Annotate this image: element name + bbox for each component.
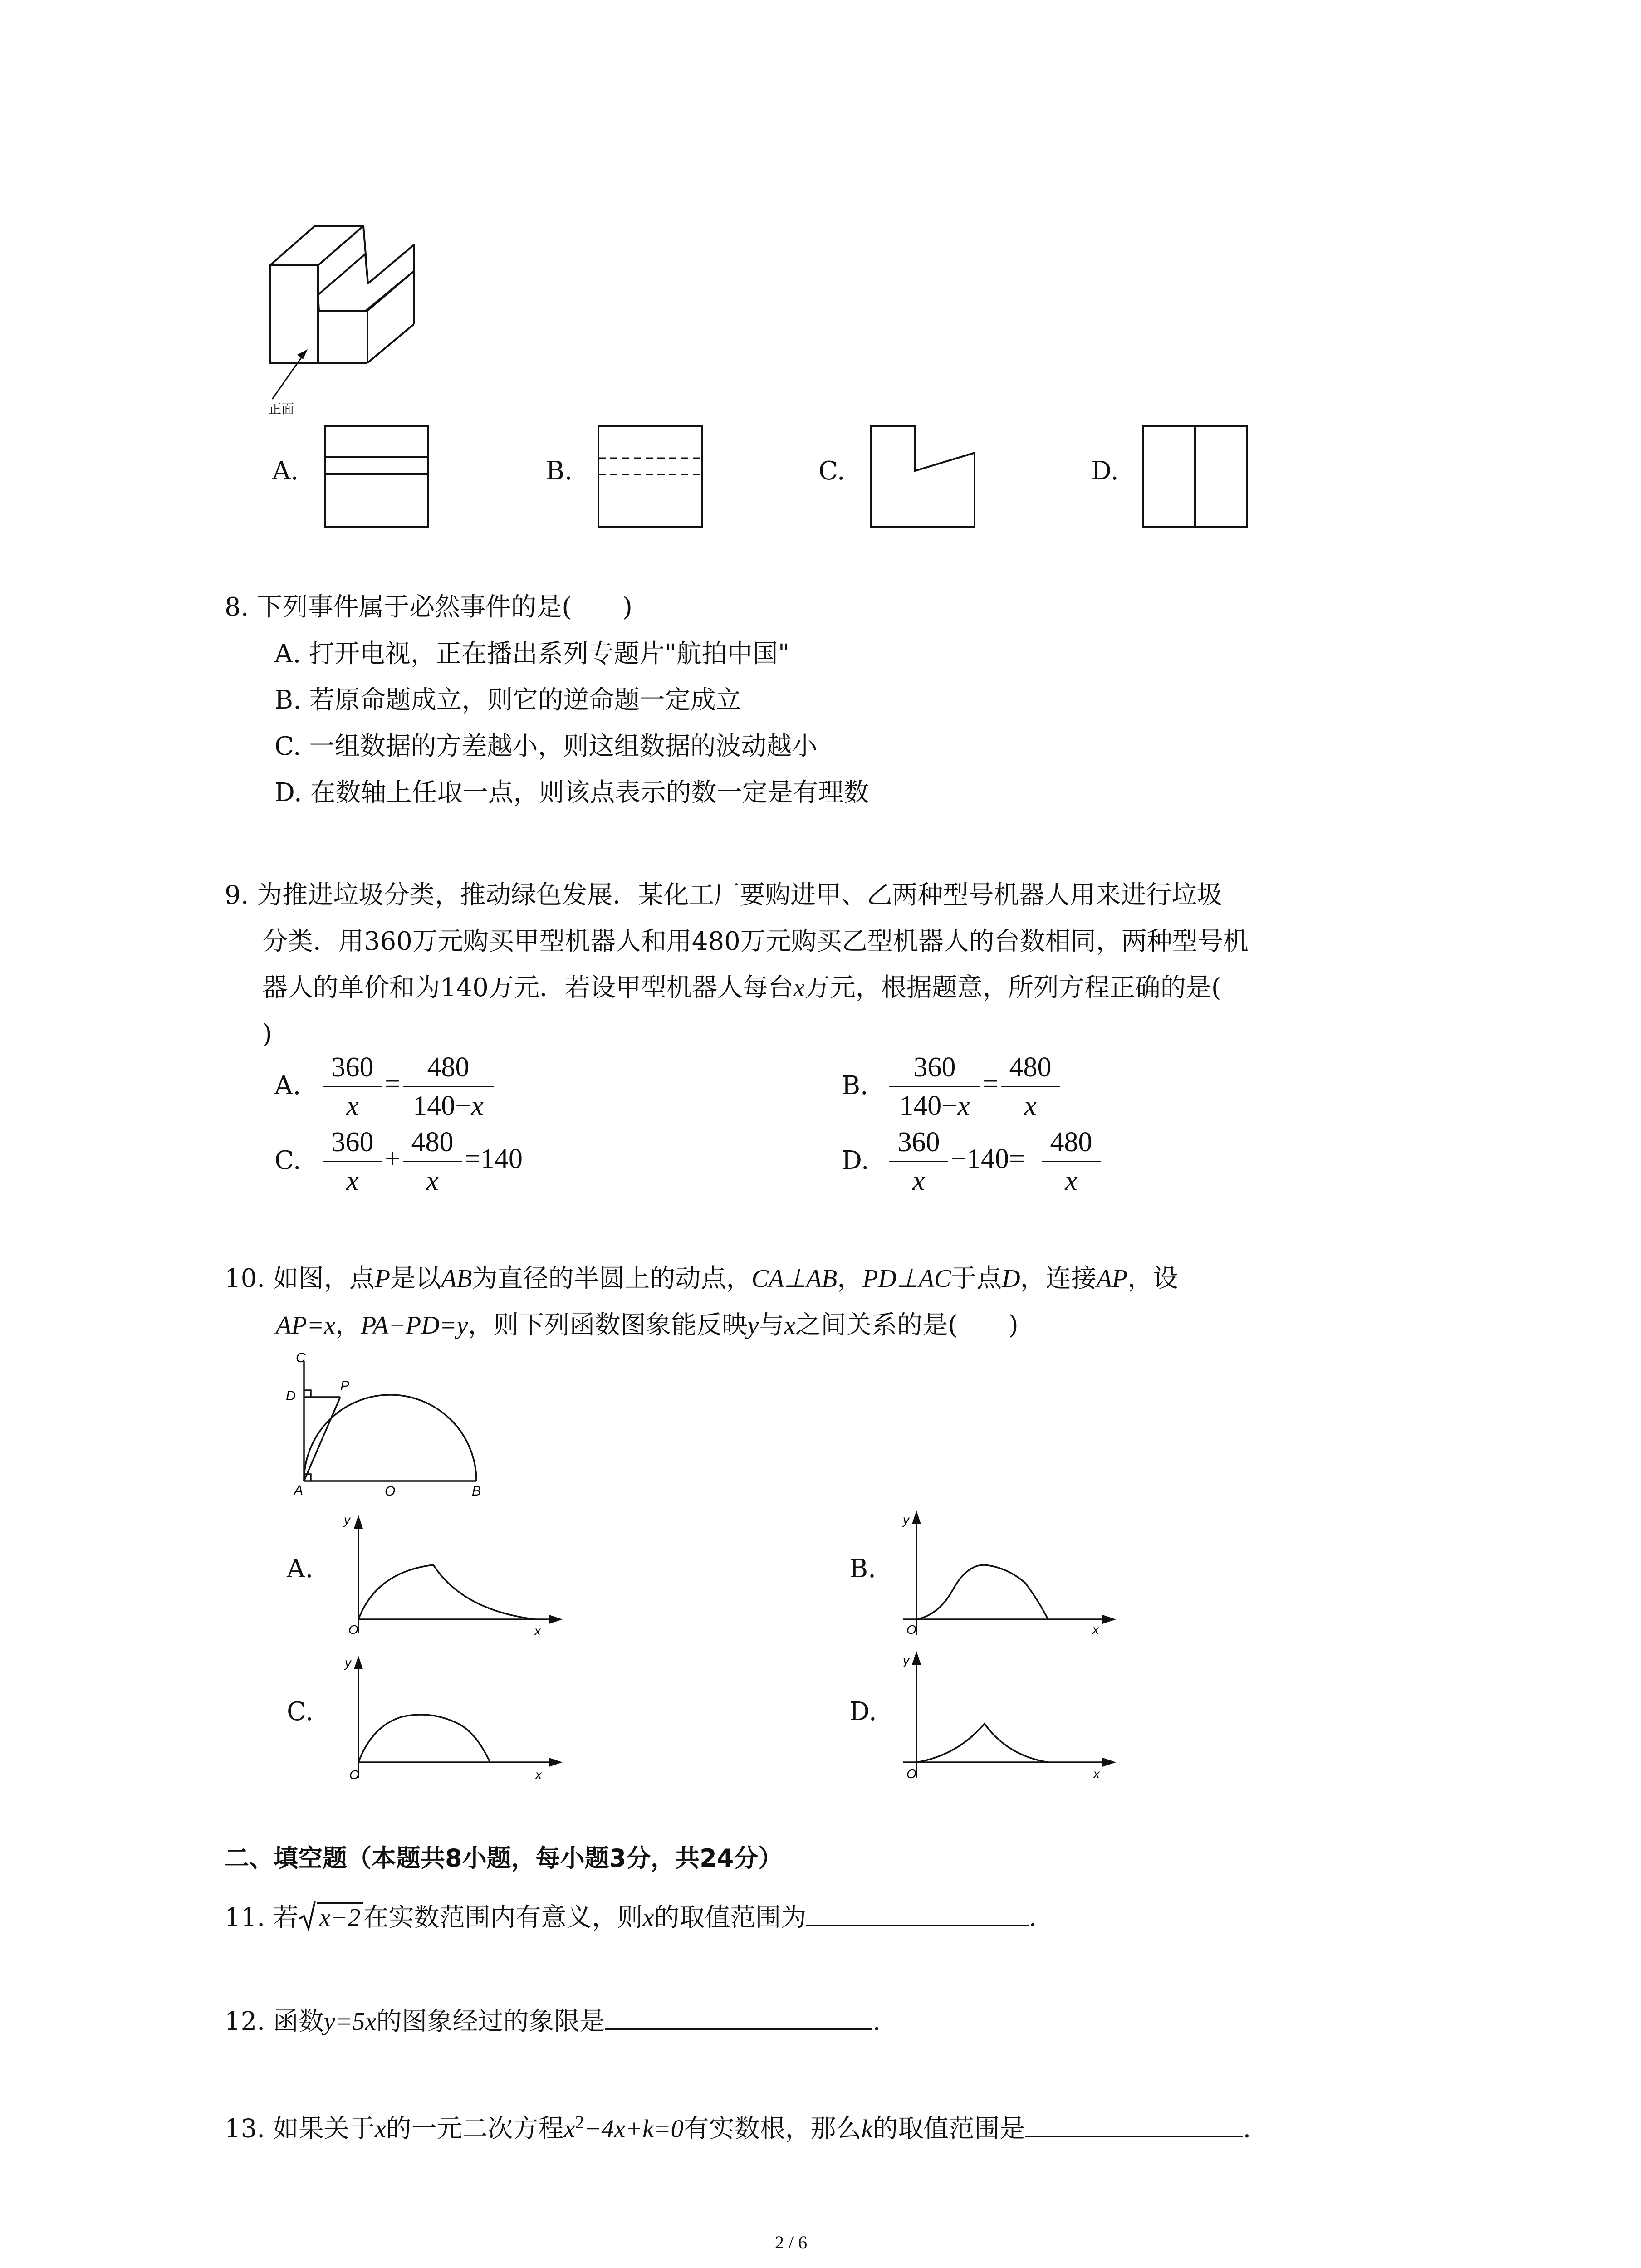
graph-a-y-label: y [344,1513,350,1527]
q9-line2: 分类．用360万元购买甲型机器人和用480万元购买乙型机器人的台数相同，两种型号机 [262,927,1249,956]
q10-graph-b [889,1510,1125,1637]
sqrt-radicand: x−2 [317,1902,363,1932]
q9-c-tail: =140 [465,1144,523,1174]
q9-b-fraction-2: $\frac{480}{x}$ [1001,1053,1060,1120]
q9-d-fraction-1: $\frac{360}{x}$ [889,1128,948,1195]
q9-a-operator: = [385,1069,401,1100]
graph-c-x-label: x [535,1768,542,1782]
q8-option-d: D. 在数轴上任取一点，则该点表示的数一定是有理数 [274,778,869,807]
q10-line1: 10. 如图，点P是以AB为直径的半圆上的动点，CA⊥AB，PD⊥AC于点D，连接AP，设 [225,1264,1179,1293]
front-label: 正面 [269,401,294,416]
graph-c-y-label: y [345,1656,351,1670]
q10-option-d-label: D. [849,1697,877,1726]
q11: 11. 若 x−2 在实数范围内有意义，则x的取值范围为 . [225,1901,1037,1933]
q10-semicircle-figure [272,1349,499,1504]
q10-option-c-label: C. [287,1697,314,1726]
graph-d-x-label: x [1093,1767,1100,1781]
q12: 12. 函数y=5x的图象经过的象限是 . [225,2005,881,2037]
q9-d-fraction-2: $\frac{480}{x}$ [1042,1128,1101,1195]
q13-answer-blank [1025,2112,1243,2137]
q10-line2: AP=x，PA−PD=y，则下列函数图象能反映y与x之间关系的是( ) [276,1310,1019,1340]
q9-option-a-label: A. [274,1071,301,1100]
graph-c-origin: O [349,1768,359,1782]
section-2-title: 二、填空题（本题共8小题，每小题3分，共24分） [225,1844,783,1872]
q9-b-operator: = [983,1069,999,1100]
q7-option-b-view [598,425,703,528]
fig-label-d: D [286,1388,296,1403]
fig-label-a: A [294,1483,304,1498]
q10-option-b-label: B. [849,1554,876,1584]
graph-d-origin: O [906,1767,916,1781]
graph-d-y-label: y [903,1653,909,1667]
q7-option-d-view [1142,425,1248,528]
q10-graph-a [336,1510,572,1637]
fig-label-c: C [296,1350,306,1365]
q8-option-c: C. 一组数据的方差越小，则这组数据的波动越小 [274,732,818,761]
q7-option-a-view [324,425,429,528]
q9-a-fraction-2: $\frac{480}{140-x}$ [403,1053,494,1120]
q7-option-d-label: D. [1091,456,1119,486]
fig-label-p: P [340,1378,350,1393]
page-number: 2 / 6 [775,2232,808,2253]
q7-solid-figure [254,218,445,422]
q9-option-c-label: C. [274,1146,301,1175]
q10-graph-d [889,1651,1125,1783]
graph-b-y-label: y [903,1513,909,1527]
q7-option-b-label: B. [546,456,573,486]
q9-c-fraction-1: $\frac{360}{x}$ [323,1128,382,1195]
q10-option-a-label: A. [287,1554,314,1584]
q8-option-a: A. 打开电视，正在播出系列专题片"航拍中国" [274,639,790,669]
q8-option-b: B. 若原命题成立，则它的逆命题一定成立 [274,685,741,715]
q9-option-b-label: B. [842,1071,868,1100]
sqrt-sign-icon [299,1901,317,1932]
q7-option-c-label: C. [818,456,845,486]
q9-d-middle: −140= [951,1144,1025,1174]
q11-answer-blank [806,1901,1029,1926]
q10-graph-c [336,1651,572,1783]
q9-line4: ) [262,1019,272,1049]
fig-label-b: B [472,1484,481,1499]
q9-line3 [262,973,1221,1003]
q8-stem: 8. 下列事件属于必然事件的是( ) [225,592,632,622]
q13: 13. 如果关于x的一元二次方程$x^2-4x+k=0$有实数根，那么k的取值范围是 . [225,2112,1251,2144]
graph-a-origin: O [348,1623,358,1637]
graph-b-origin: O [906,1623,916,1637]
graph-a-x-label: x [534,1624,541,1637]
q7-option-c-view [870,425,975,528]
q9-a-fraction-1: $\frac{360}{x}$ [323,1053,382,1120]
q9-c-operator: + [385,1144,401,1174]
q9-line3-a: 器人的单价和为140万元．若设甲型机器人每台 [262,973,794,1002]
q7-option-a-label: A. [272,456,299,486]
graph-b-x-label: x [1092,1623,1099,1637]
q9-var-x: x [793,974,805,1002]
fig-label-o: O [385,1484,396,1499]
q12-answer-blank [605,2005,872,2030]
q9-option-d-label: D. [842,1146,869,1175]
q9-c-fraction-2: $\frac{480}{x}$ [403,1128,462,1195]
q9-line1: 9. 为推进垃圾分类，推动绿色发展．某化工厂要购进甲、乙两种型号机器人用来进行垃圾 [225,880,1223,910]
q9-line3-b: 万元，根据题意，所列方程正确的是( [804,973,1221,1002]
q9-b-fraction-1: $\frac{360}{140-x}$ [889,1053,980,1120]
